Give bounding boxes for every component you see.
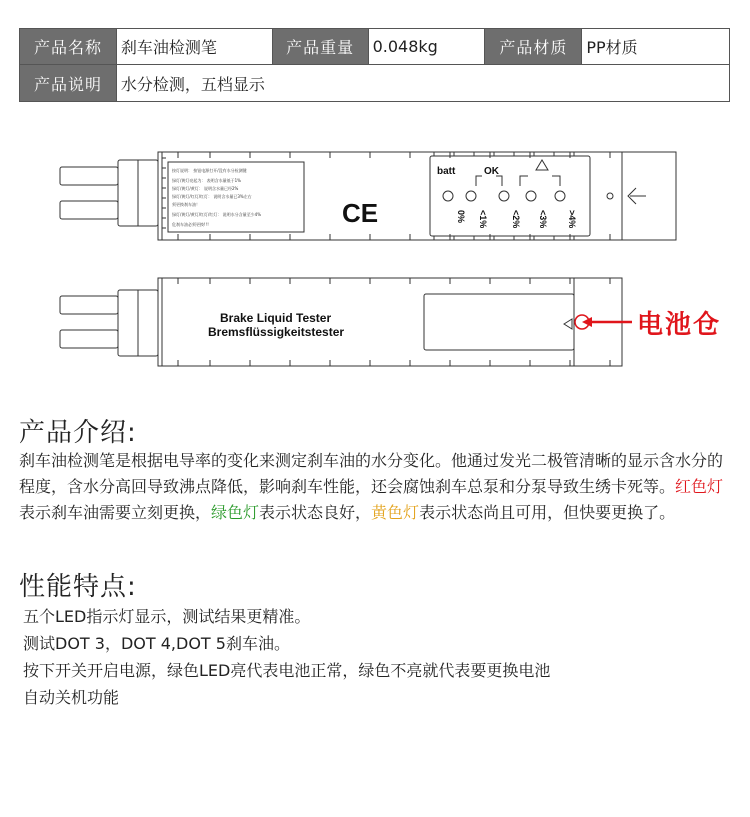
product-drawing xyxy=(50,148,740,378)
spec-table xyxy=(19,28,730,102)
feature-item-2: 测试DOT 3，DOT 4,DOT 5刹车油。 xyxy=(23,634,290,653)
spec-material-key: 产品材质 xyxy=(485,29,582,65)
level-label-2: <2% xyxy=(511,210,521,229)
battery-callout: 电池仓 xyxy=(637,310,722,340)
led-level-4-icon xyxy=(555,191,565,201)
probe-prong-top xyxy=(60,167,118,185)
spec-row-1 xyxy=(20,29,730,65)
led-level-2-icon xyxy=(499,191,509,201)
intro-text xyxy=(19,448,735,526)
feature-item-1: 五个LED指示灯显示，测试结果更精准。 xyxy=(23,607,311,626)
intro-text-1: 刹车油检测笔是根据电导率的变化来测定刹车油的水分变化。他通过发光二极管清晰的显示含水分的程度，含水分高回导致沸点降低，影响刹车性能，还会腐蚀刹车总泵和分泵导致生绣卡死等。 xyxy=(19,451,724,496)
level-label-4: >4% xyxy=(567,210,577,229)
feature-item-3: 按下开关开启电源，绿色LED亮代表电池正常，绿色不亮就代表要更换电池 xyxy=(23,661,551,680)
spec-weight-value: 0.048kg xyxy=(368,29,485,65)
intro-text-2: 表示刹车油需要立刻更换， xyxy=(19,503,212,522)
tester-illustration xyxy=(50,148,740,378)
level-label-1: <1% xyxy=(478,210,488,229)
ce-mark: CE xyxy=(342,198,379,228)
batt-label: batt xyxy=(437,166,456,177)
spec-weight-key: 产品重量 xyxy=(272,29,368,65)
feature-item-4: 自动关机功能 xyxy=(23,688,120,707)
instruction-line-4: 绿灯/黄灯/红灯/红灯： 说明含水量已3%左右 xyxy=(172,194,252,199)
tester-label-de: Bremsflüssigkeitstester xyxy=(208,325,345,339)
instruction-text-group xyxy=(172,167,261,227)
led-batt-icon xyxy=(443,191,453,201)
intro-text-3: 表示状态良好， xyxy=(259,503,372,522)
instruction-line-3: 绿灯/黄灯/黄灯： 说明含水量已经2% xyxy=(172,186,239,191)
instruction-line-1: 按灯说明： 按钮电源打开/没有水分检测键 xyxy=(172,168,247,173)
spec-desc-value: 水分检测，五档显示 xyxy=(116,65,729,102)
instruction-line-6: 绿灯/黄灯/黄灯/红灯/红灯： 说明水分含量至少4% xyxy=(172,212,262,217)
tester-label-en: Brake Liquid Tester xyxy=(220,311,332,325)
battery-compartment xyxy=(424,294,574,350)
warning-triangle-icon xyxy=(536,160,548,170)
probe-prong-bottom-back xyxy=(60,330,118,348)
ok-label: OK xyxy=(484,166,499,177)
spec-material-value: PP材质 xyxy=(582,29,730,65)
green-light-text: 绿色灯 xyxy=(211,503,260,522)
instruction-line-2: 绿灯/黄灯亮起为： 表明含水量低于1% xyxy=(172,178,241,183)
instruction-line-7: 危刹车油必须更换!!! xyxy=(172,222,209,227)
spec-desc-key: 产品说明 xyxy=(20,65,117,102)
red-light-text: 红色灯 xyxy=(675,477,724,496)
features-list xyxy=(23,607,550,715)
level-label-0: 0% xyxy=(456,210,466,224)
spec-name-value: 刹车油检测笔 xyxy=(116,29,272,65)
probe-prong-top-back xyxy=(60,296,118,314)
features-title: 性能特点: xyxy=(19,572,137,602)
yellow-light-text: 黄色灯 xyxy=(371,503,420,522)
intro-text-4: 表示状态尚且可用，但快要更换了。 xyxy=(419,503,676,522)
spec-name-key: 产品名称 xyxy=(20,29,117,65)
tester-back-view xyxy=(60,278,622,366)
spec-row-2 xyxy=(20,65,730,102)
level-label-3: <3% xyxy=(538,210,548,229)
arrow-left-icon xyxy=(628,188,646,204)
intro-title: 产品介绍: xyxy=(19,418,137,448)
led-level-3-icon xyxy=(526,191,536,201)
led-level-1-icon xyxy=(466,191,476,201)
callout-arrow xyxy=(575,315,632,329)
probe-prong-bottom xyxy=(60,201,118,219)
battery-latch-icon xyxy=(564,319,572,329)
instruction-line-5: 须更换刹车油！ xyxy=(172,202,200,207)
